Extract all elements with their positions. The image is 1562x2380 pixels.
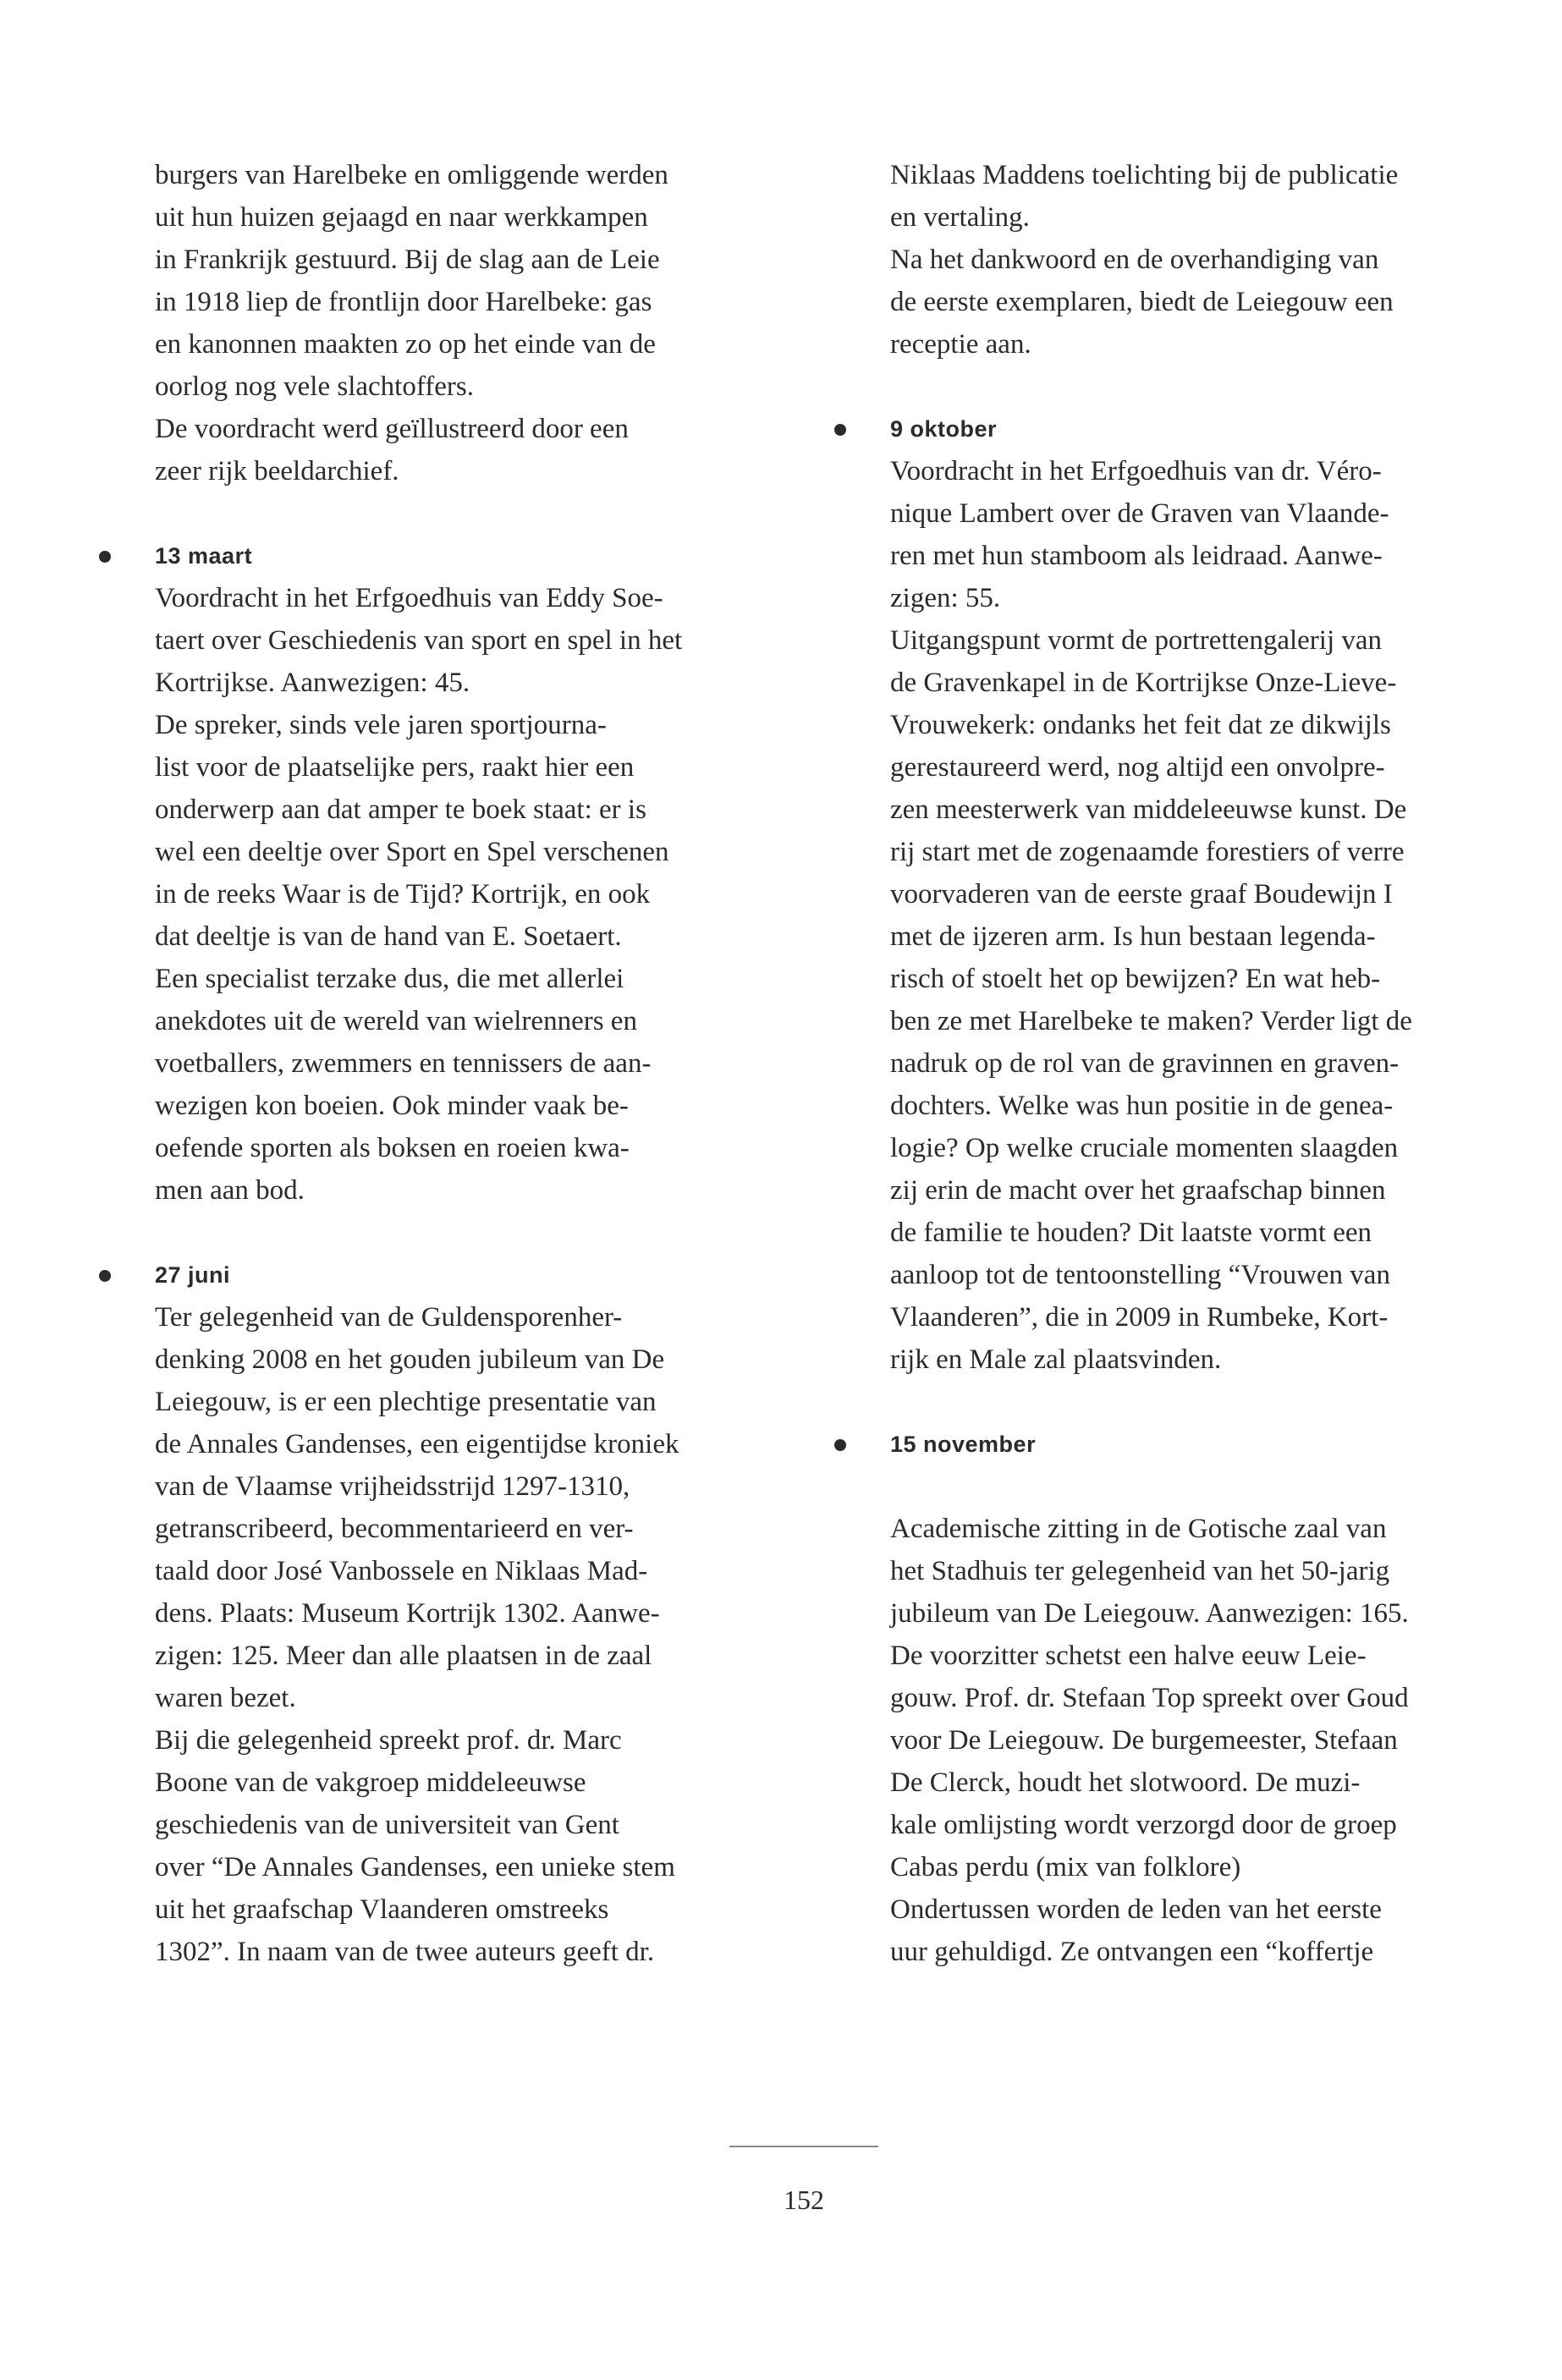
text-line: met de ijzeren arm. Is hun bestaan legenda- — [890, 921, 1376, 952]
text-line: Vlaanderen”, die in 2009 in Rumbeke, Kort- — [890, 1302, 1389, 1333]
text-line: aanloop tot de tentoonstelling “Vrouwen van — [890, 1260, 1390, 1290]
text-line: de Gravenkapel in de Kortrijkse Onze-Lieve- — [890, 668, 1397, 698]
text-line: nadruk op de rol van de gravinnen en graven- — [890, 1048, 1400, 1079]
text-line: dens. Plaats: Museum Kortrijk 1302. Aanwe- — [155, 1598, 660, 1629]
bullet-icon — [834, 424, 846, 436]
text-line: gouw. Prof. dr. Stefaan Top spreekt over Goud — [890, 1683, 1409, 1713]
text-line: de eerste exemplaren, biedt de Leiegouw een — [890, 287, 1394, 317]
text-line: de familie te houden? Dit laatste vormt een — [890, 1217, 1372, 1248]
text-line: Boone van de vakgroep middeleeuwse — [155, 1767, 586, 1798]
text-line: oorlog nog vele slachtoffers. — [155, 371, 474, 402]
text-line: uit het graafschap Vlaanderen omstreeks — [155, 1894, 609, 1925]
text-line: Niklaas Maddens toelichting bij de publicatie — [890, 160, 1399, 190]
text-line: Voordracht in het Erfgoedhuis van Eddy Soe- — [155, 583, 663, 613]
entry-date: 13 maart — [155, 543, 253, 569]
right-column — [890, 154, 1513, 1973]
text-line: zigen: 125. Meer dan alle plaatsen in de zaal — [155, 1641, 652, 1671]
text-line: voetballers, zwemmers en tennissers de aan- — [155, 1048, 652, 1079]
text-line: de Annales Gandenses, een eigentijdse kroniek — [155, 1429, 679, 1459]
entry-date-heading — [155, 1254, 766, 1296]
text-line: zen meesterwerk van middeleeuwse kunst. De — [890, 794, 1407, 825]
text-line: onderwerp aan dat amper te boek staat: er is — [155, 794, 646, 825]
text-line: wezigen kon boeien. Ook minder vaak be- — [155, 1091, 629, 1121]
text-line: Ondertussen worden de leden van het eerste — [890, 1894, 1382, 1925]
left-column — [155, 154, 766, 1973]
entry-date: 9 oktober — [890, 416, 998, 442]
entry-date-heading — [155, 535, 766, 577]
entry-body — [155, 1296, 766, 1973]
text-line: en vertaling. — [890, 202, 1030, 233]
text-line: dochters. Welke was hun positie in de genea- — [890, 1091, 1394, 1121]
text-line: anekdotes uit de wereld van wielrenners en — [155, 1006, 637, 1036]
text-line: rijk en Male zal plaatsvinden. — [890, 1344, 1222, 1375]
text-line: denking 2008 en het gouden jubileum van De — [155, 1344, 665, 1375]
text-line: Kortrijkse. Aanwezigen: 45. — [155, 668, 470, 698]
entry-date: 27 juni — [155, 1262, 231, 1288]
text-line: gerestaureerd werd, nog altijd een onvolpre- — [890, 752, 1385, 783]
intro-paragraph-right — [890, 154, 1513, 366]
text-line: het Stadhuis ter gelegenheid van het 50-jarig — [890, 1556, 1390, 1586]
text-line: Na het dankwoord en de overhandiging van — [890, 245, 1379, 275]
entry-body — [890, 450, 1513, 1381]
text-line: in 1918 liep de frontlijn door Harelbeke: gas — [155, 287, 652, 317]
entry-date-heading — [890, 408, 1513, 450]
text-line: risch of stoelt het op bewijzen? En wat heb- — [890, 964, 1381, 994]
page-number: 152 — [784, 2185, 824, 2215]
text-line: De voorzitter schetst een halve eeuw Leie- — [890, 1641, 1367, 1671]
text-line: De Clerck, houdt het slotwoord. De muzi- — [890, 1767, 1361, 1798]
text-line: in Frankrijk gestuurd. Bij de slag aan de Leie — [155, 245, 660, 275]
text-line: uit hun huizen gejaagd en naar werkkampen — [155, 202, 648, 233]
text-line: en kanonnen maakten zo op het einde van de — [155, 329, 656, 360]
text-line: 1302”. In naam van de twee auteurs geeft dr. — [155, 1937, 655, 1967]
bullet-icon — [99, 551, 111, 563]
text-line: jubileum van De Leiegouw. Aanwezigen: 165. — [890, 1598, 1409, 1629]
text-line: Vrouwekerk: ondanks het feit dat ze dikwijls — [890, 710, 1391, 740]
footer-divider — [729, 2146, 878, 2147]
text-line: kale omlijsting wordt verzorgd door de groep — [890, 1810, 1397, 1840]
text-line: logie? Op welke cruciale momenten slaagden — [890, 1133, 1399, 1163]
text-line: ren met hun stamboom als leidraad. Aanwe- — [890, 541, 1383, 571]
entry-date: 15 november — [890, 1432, 1037, 1457]
text-line: Voordracht in het Erfgoedhuis van dr. Véro- — [890, 456, 1382, 486]
text-line: list voor de plaatselijke pers, raakt hier een — [155, 752, 635, 783]
entry-body — [890, 1508, 1513, 1973]
text-line: in de reeks Waar is de Tijd? Kortrijk, en ook — [155, 879, 651, 910]
text-line: van de Vlaamse vrijheidsstrijd 1297-1310, — [155, 1471, 630, 1502]
intro-paragraph-left — [155, 154, 766, 492]
text-line: Uitgangspunt vormt de portrettengalerij van — [890, 625, 1383, 656]
text-line: over “De Annales Gandenses, een unieke stem — [155, 1852, 675, 1883]
text-line: oefende sporten als boksen en roeien kwa- — [155, 1133, 630, 1163]
text-line: zeer rijk beeldarchief. — [155, 456, 399, 486]
text-line: voor De Leiegouw. De burgemeester, Stefaan — [890, 1725, 1398, 1756]
blank-line — [890, 1465, 1513, 1508]
text-line: taald door José Vanbossele en Niklaas Mad- — [155, 1556, 648, 1586]
text-line: De spreker, sinds vele jaren sportjourna- — [155, 710, 607, 740]
text-line: burgers van Harelbeke en omliggende werden — [155, 160, 668, 190]
text-line: dat deeltje is van de hand van E. Soetaert. — [155, 921, 622, 952]
entry-date-heading — [890, 1423, 1513, 1465]
text-line: waren bezet. — [155, 1683, 296, 1713]
entry-13-maart — [155, 535, 766, 1212]
text-line: nique Lambert over de Graven van Vlaande- — [890, 498, 1389, 529]
bullet-icon — [834, 1439, 846, 1451]
text-line: rij start met de zogenaamde forestiers of verre — [890, 837, 1405, 867]
entry-27-juni — [155, 1254, 766, 1973]
text-line: uur gehuldigd. Ze ontvangen een “koffertje — [890, 1937, 1374, 1967]
text-line: Een specialist terzake dus, die met allerlei — [155, 964, 624, 994]
text-line: receptie aan. — [890, 329, 1031, 360]
text-line: zij erin de macht over het graafschap binnen — [890, 1175, 1386, 1206]
text-line: Academische zitting in de Gotische zaal van — [890, 1514, 1387, 1544]
text-line: Bij die gelegenheid spreekt prof. dr. Marc — [155, 1725, 622, 1756]
text-line: wel een deeltje over Sport en Spel verschenen — [155, 837, 669, 867]
text-line: De voordracht werd geïllustreerd door een — [155, 414, 629, 444]
text-line: men aan bod. — [155, 1175, 305, 1206]
text-line: Ter gelegenheid van de Guldensporenher- — [155, 1302, 623, 1333]
text-line: taert over Geschiedenis van sport en spel in het — [155, 625, 683, 656]
entry-9-oktober — [890, 408, 1513, 1381]
text-line: zigen: 55. — [890, 583, 1001, 613]
entry-body — [155, 577, 766, 1212]
text-line: ben ze met Harelbeke te maken? Verder ligt de — [890, 1006, 1412, 1036]
bullet-icon — [99, 1270, 111, 1282]
text-line: getranscribeerd, becommentarieerd en ver- — [155, 1514, 634, 1544]
text-line: voorvaderen van de eerste graaf Boudewijn I — [890, 879, 1393, 910]
text-line: Cabas perdu (mix van folklore) — [890, 1852, 1241, 1883]
text-line: geschiedenis van de universiteit van Gent — [155, 1810, 619, 1840]
entry-15-november — [890, 1423, 1513, 1973]
text-line: Leiegouw, is er een plechtige presentatie van — [155, 1387, 657, 1417]
